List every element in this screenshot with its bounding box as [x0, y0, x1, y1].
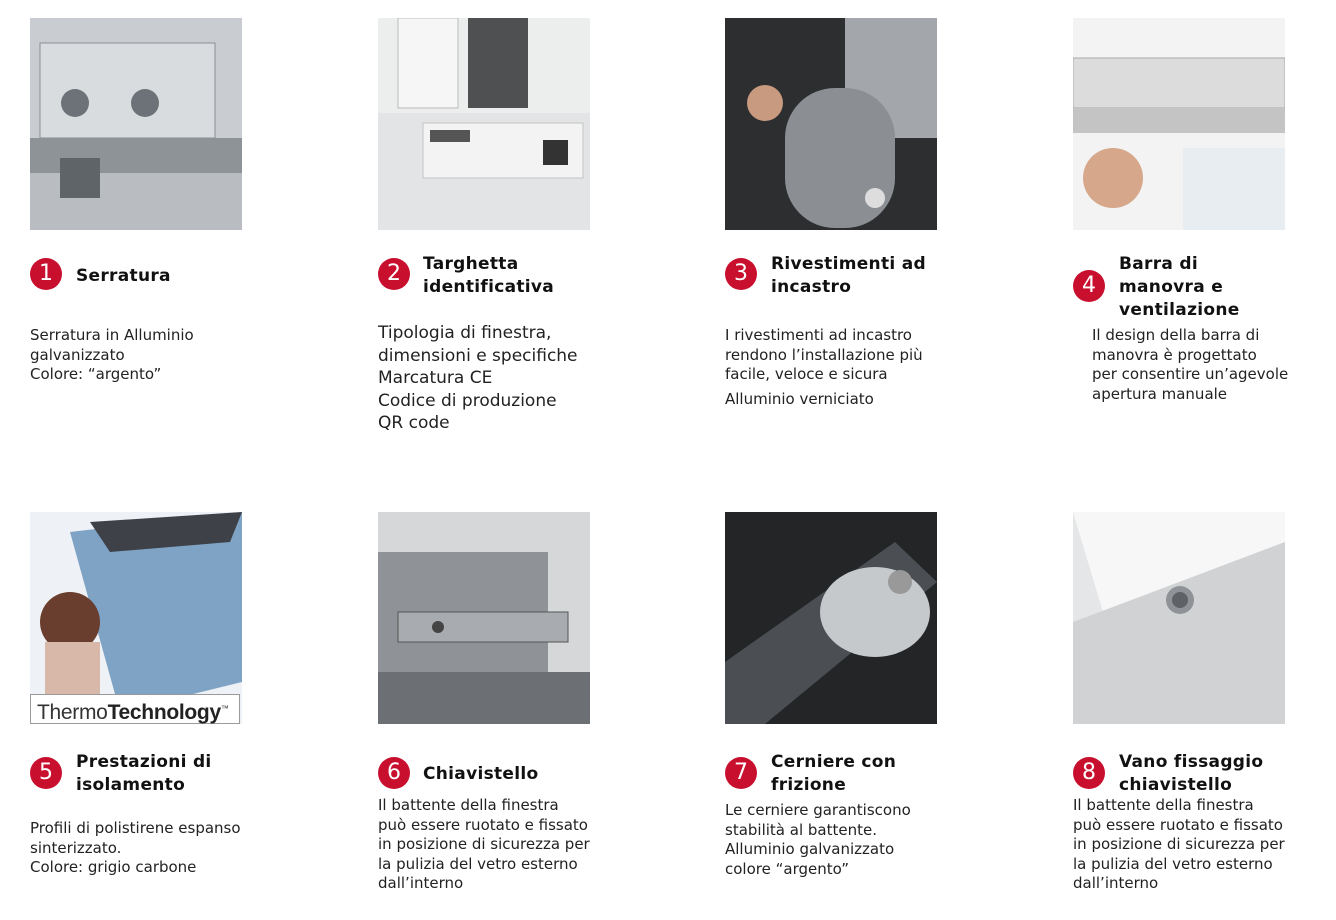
number-badge: 4	[1073, 270, 1105, 302]
label-plate-photo	[378, 18, 590, 230]
thermo-text: Thermo	[37, 701, 108, 724]
number-badge: 2	[378, 258, 410, 290]
hinge-photo	[725, 512, 937, 724]
feature-title: Cerniere con frizione	[771, 752, 897, 795]
number-badge: 3	[725, 258, 757, 290]
feature-title: Targhetta identificativa	[423, 254, 555, 297]
feature-description: Tipologia di finestra, dimensioni e specifiche Marcatura CE Codice di produzione QR code	[378, 323, 578, 433]
feature-title: Chiavistello	[423, 764, 539, 784]
feature-description: Le cerniere garantiscono stabilità al battente. Alluminio galvanizzato colore “argento”	[725, 801, 911, 878]
feature-description: Il battente della finestra può essere ruotato e fissato in posizione di sicurezza per la pulizia del vetro esterno dall’interno	[378, 796, 590, 892]
feature-title: Prestazioni di isolamento	[76, 752, 212, 795]
number-badge: 6	[378, 757, 410, 789]
feature-description: Il battente della finestra può essere ruotato e fissato in posizione di sicurezza per la pulizia del vetro esterno dall’interno	[1073, 796, 1285, 892]
feature-description: Serratura in Alluminio galvanizzato Colore: “argento”	[30, 326, 194, 383]
number-badge: 8	[1073, 757, 1105, 789]
feature-description: Profili di polistirene espanso sinterizzato. Colore: grigio carbone	[30, 819, 241, 876]
feature-title: Rivestimenti ad incastro	[771, 254, 926, 297]
feature-description: Il design della barra di manovra è progettato per consentire un’agevole apertura manuale	[1092, 326, 1289, 403]
number-badge: 1	[30, 258, 62, 290]
handle-bar-photo	[1073, 18, 1285, 230]
feature-title: Barra di manovra e ventilazione	[1119, 254, 1240, 320]
feature-title: Vano fissaggio chiavistello	[1119, 752, 1264, 795]
feature-description: I rivestimenti ad incastro rendono l’installazione più facile, veloce e sicura	[725, 326, 923, 383]
feature-title: Serratura	[76, 266, 171, 286]
number-badge: 7	[725, 757, 757, 789]
bolt-hole-photo	[1073, 512, 1285, 724]
woman-window-photo	[30, 512, 242, 724]
thermotechnology-logo	[30, 694, 240, 724]
lock-photo	[30, 18, 242, 230]
technology-text: Technology	[107, 701, 221, 724]
feature-description-material: Alluminio verniciato	[725, 390, 874, 408]
cladding-photo	[725, 18, 937, 230]
bolt-photo	[378, 512, 590, 724]
trademark-symbol: ™	[220, 704, 229, 713]
number-badge: 5	[30, 757, 62, 789]
